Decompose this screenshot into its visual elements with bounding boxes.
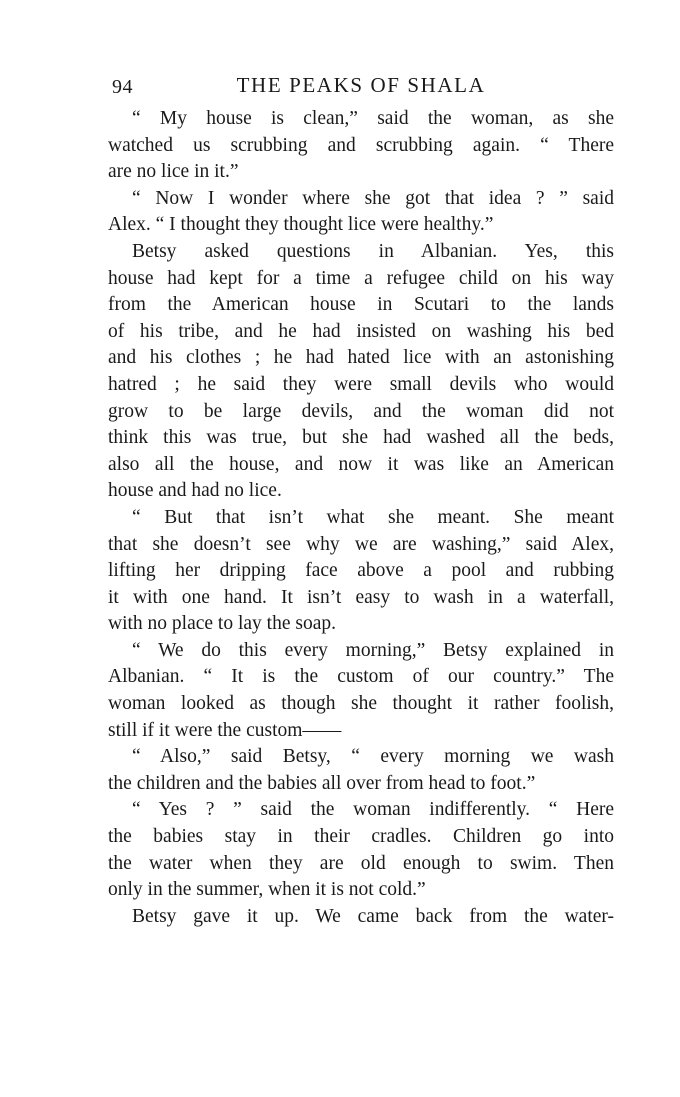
text-line: of his tribe, and he had insisted on washing his bed (108, 320, 614, 342)
text-line: the babies stay in their cradles. Children go into (108, 826, 614, 848)
text-line: lifting her dripping face above a pool and rubbing (108, 560, 614, 582)
text-line: only in the summer, when it is not cold.” (108, 879, 426, 901)
text-line: that she doesn’t see why we are washing,” said Alex, (108, 533, 614, 555)
text-line: from the American house in Scutari to the lands (108, 294, 614, 316)
text-line: with no place to lay the soap. (108, 613, 336, 635)
running-title: THE PEAKS OF SHALA (236, 73, 486, 97)
text-line: it with one hand. It isn’t easy to wash in a waterfall, (108, 586, 614, 608)
text-line: grow to be large devils, and the woman did not (108, 400, 614, 422)
text-line: house and had no lice. (108, 480, 282, 502)
text-line: the children and the babies all over from head to foot.” (108, 772, 536, 794)
text-line: Alex. “ I thought they thought lice were healthy.” (108, 214, 494, 236)
text-line: are no lice in it.” (108, 161, 239, 183)
text-line: still if it were the custom—— (108, 719, 342, 741)
body-text (108, 106, 614, 930)
text-line: woman looked as though she thought it rather foolish, (108, 693, 614, 715)
page-number: 94 (112, 76, 133, 98)
text-line: house had kept for a time a refugee child on his way (108, 267, 614, 289)
text-line: “ We do this every morning,” Betsy explained in (132, 639, 614, 661)
text-line: also all the house, and now it was like an American (108, 453, 614, 475)
text-line: watched us scrubbing and scrubbing again. “ There (108, 134, 614, 156)
text-line: hatred ; he said they were small devils who would (108, 373, 614, 395)
text-line: Betsy gave it up. We came back from the water- (132, 905, 614, 927)
text-line: “ My house is clean,” said the woman, as she (132, 108, 614, 129)
text-line: “ But that isn’t what she meant. She meant (132, 506, 614, 528)
text-line: “ Now I wonder where she got that idea ? ” said (132, 187, 614, 209)
running-head (108, 73, 614, 103)
text-line: “ Yes ? ” said the woman indifferently. “ Here (132, 799, 614, 821)
text-line: think this was true, but she had washed all the beds, (108, 427, 614, 449)
text-line: and his clothes ; he had hated lice with an astonishing (108, 347, 614, 369)
text-line: Albanian. “ It is the custom of our country.” The (108, 666, 614, 688)
text-line: the water when they are old enough to swim. Then (108, 852, 614, 874)
text-line: “ Also,” said Betsy, “ every morning we wash (132, 746, 614, 768)
text-line: Betsy asked questions in Albanian. Yes, this (132, 240, 614, 262)
